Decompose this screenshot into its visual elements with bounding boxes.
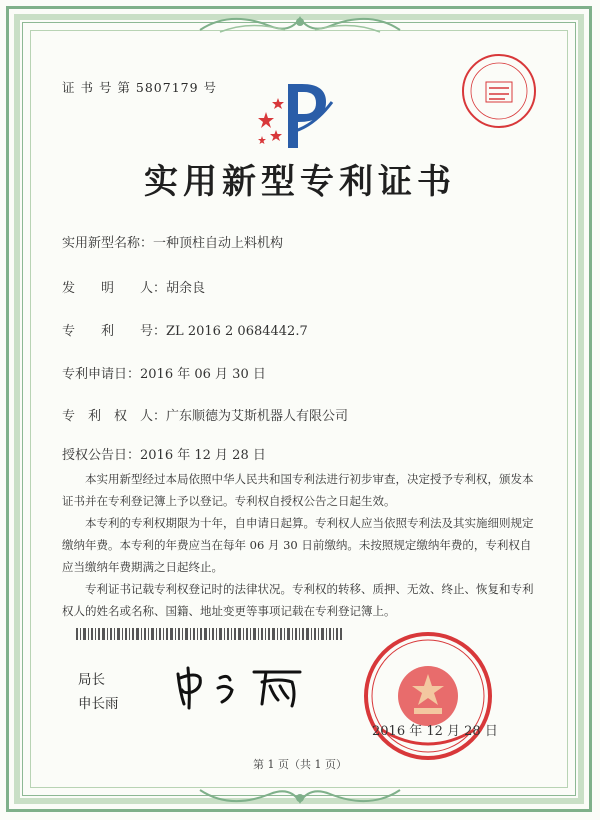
filing-date-field (62, 363, 266, 382)
patent-office-logo-icon (252, 72, 342, 152)
national-ip-office-seal-icon (362, 630, 494, 762)
body-paragraph: 专利证书记载专利权登记时的法律状况。专利权的转移、质押、无效、终止、恢复和专利权人的姓名或名称、国籍、地址变更等事项记载在专利登记簿上。 (62, 582, 534, 618)
bottom-ornament-icon (190, 782, 410, 812)
utility-model-name-label: 实用新型名称： (62, 236, 154, 251)
inventor-value: 胡余良 (166, 281, 206, 296)
utility-model-name-field (62, 232, 283, 251)
seal-date: 2016 年 12 月 28 日 (372, 724, 498, 739)
patent-number-value: ZL 2016 2 0684442.7 (166, 324, 308, 339)
patentee-value: 广东顺德为艾斯机器人有限公司 (166, 409, 349, 424)
patentee-field (62, 405, 348, 424)
certificate-body (62, 468, 536, 622)
tax-seal-icon (460, 52, 538, 130)
filing-date-value: 2016 年 06 月 30 日 (140, 367, 266, 382)
certificate-number: 证 书 号 第 5807179 号 (62, 80, 218, 95)
grant-date-value: 2016 年 12 月 28 日 (140, 448, 266, 463)
inventor-label: 发 明 人： (62, 281, 167, 296)
patent-number-field (62, 320, 308, 339)
inventor-field (62, 277, 205, 296)
certificate-title: 实用新型专利证书 (144, 162, 456, 202)
patent-number-label: 专 利 号： (62, 324, 167, 339)
director-name: 申长雨 (78, 696, 119, 712)
barcode-icon (76, 628, 342, 640)
director-title: 局长 (78, 672, 105, 688)
page-number: 第 1 页（共 1 页） (253, 758, 347, 771)
patentee-label: 专 利 权 人： (62, 409, 167, 424)
grant-date-label: 授权公告日： (62, 448, 141, 463)
top-ornament-icon (190, 8, 410, 38)
utility-model-name-value: 一种顶柱自动上料机构 (153, 236, 284, 251)
filing-date-label: 专利申请日： (62, 367, 141, 382)
handwritten-signature-icon (170, 664, 320, 710)
body-paragraph: 本实用新型经过本局依照中华人民共和国专利法进行初步审查，决定授予专利权，颁发本证书并在专利登记簿上予以登记。专利权自授权公告之日起生效。 (62, 472, 534, 508)
grant-date-field (62, 444, 266, 463)
body-paragraph: 本专利的专利权期限为十年，自申请日起算。专利权人应当依照专利法及其实施细则规定缴纳年费。本专利的年费应当在每年 06 月 30 日前缴纳。未按照规定缴纳年费的，专利权自应当缴纳年费期满之日起终止。 (62, 516, 534, 574)
